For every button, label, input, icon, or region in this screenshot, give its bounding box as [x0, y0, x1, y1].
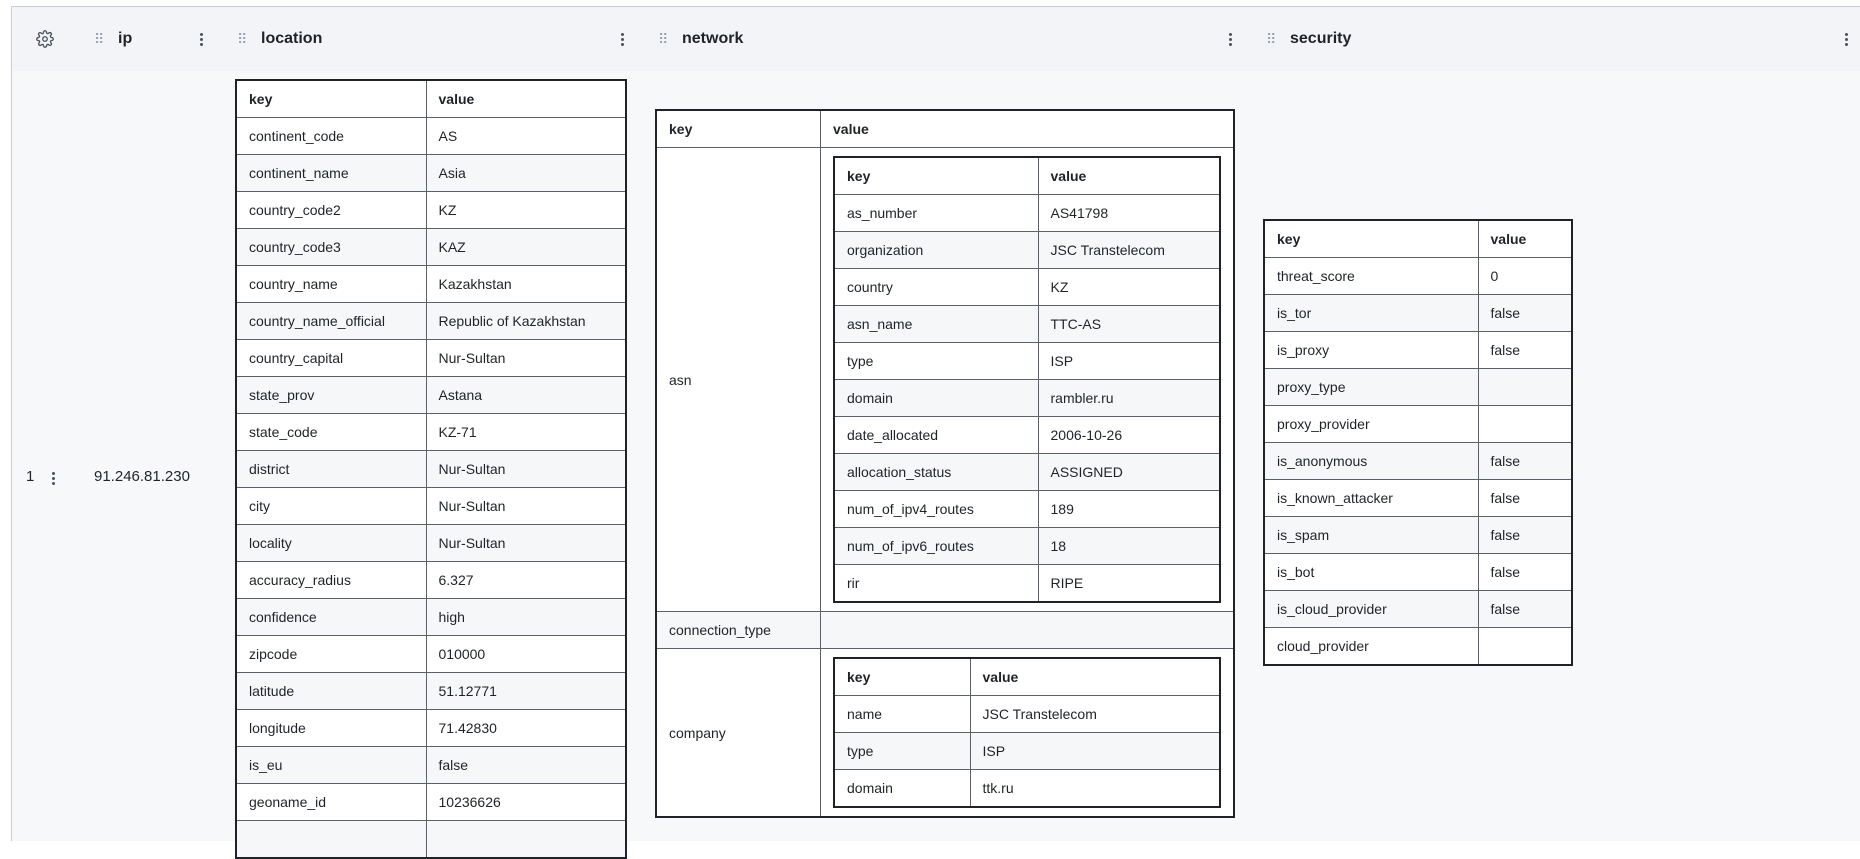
key-header: key: [834, 157, 1038, 195]
security-cell: [1250, 71, 1860, 841]
value-header: value: [821, 110, 1235, 148]
row-key: locality: [236, 525, 426, 562]
row-key: is_tor: [1264, 295, 1478, 332]
row-value: [1478, 406, 1572, 443]
table-row: [1264, 517, 1572, 554]
row-key: proxy_provider: [1264, 406, 1478, 443]
company-value: [821, 649, 1235, 818]
row-value: 6.327: [426, 562, 626, 599]
row-key: country_name_official: [236, 303, 426, 340]
row-key: domain: [834, 380, 1038, 417]
table-row: [1264, 554, 1572, 591]
row-value: false: [1478, 332, 1572, 369]
drag-handle-icon[interactable]: ⠿: [1266, 30, 1275, 47]
row-key: as_number: [834, 195, 1038, 232]
table-row: [236, 488, 626, 525]
row-value: Republic of Kazakhstan: [426, 303, 626, 340]
row-key: accuracy_radius: [236, 562, 426, 599]
row-key: is_proxy: [1264, 332, 1478, 369]
column-menu-icon[interactable]: [612, 29, 632, 49]
row-key: longitude: [236, 710, 426, 747]
column-title: security: [1290, 30, 1352, 47]
row-key: proxy_type: [1264, 369, 1478, 406]
connection-type-key: connection_type: [656, 612, 821, 649]
value-header: value: [970, 658, 1220, 696]
key-header: key: [236, 80, 426, 118]
row-key: geoname_id: [236, 784, 426, 821]
ip-cell[interactable]: [78, 71, 221, 841]
row-key: zipcode: [236, 636, 426, 673]
table-row: [834, 770, 1220, 808]
table-row: [236, 562, 626, 599]
row-key: is_eu: [236, 747, 426, 784]
table-row: [834, 232, 1220, 269]
table-row: [1264, 591, 1572, 628]
row-key: is_cloud_provider: [1264, 591, 1478, 628]
table-row: [236, 192, 626, 229]
row-key: is_known_attacker: [1264, 480, 1478, 517]
row-value: ISP: [1038, 343, 1220, 380]
value-header: value: [426, 80, 626, 118]
row-key: confidence: [236, 599, 426, 636]
row-value: false: [426, 747, 626, 784]
table-row: [236, 599, 626, 636]
table-row: [834, 269, 1220, 306]
column-menu-icon[interactable]: [1220, 29, 1240, 49]
row-number-column: [12, 7, 79, 841]
row-key: latitude: [236, 673, 426, 710]
table-row: [236, 784, 626, 821]
key-header: key: [656, 110, 821, 148]
company-key: company: [656, 649, 821, 818]
table-row: [236, 414, 626, 451]
table-row: [834, 380, 1220, 417]
row-key: is_bot: [1264, 554, 1478, 591]
location-table: [235, 79, 627, 859]
row-key: state_prov: [236, 377, 426, 414]
table-row: [1264, 369, 1572, 406]
table-row: [236, 747, 626, 784]
row-value: KZ: [426, 192, 626, 229]
table-row: [236, 710, 626, 747]
row-key: type: [834, 733, 970, 770]
row-key: num_of_ipv4_routes: [834, 491, 1038, 528]
row-value: ISP: [970, 733, 1220, 770]
row-value: false: [1478, 517, 1572, 554]
asn-key: asn: [656, 148, 821, 612]
row-key: country_code3: [236, 229, 426, 266]
column-title: location: [261, 30, 323, 47]
row-value: Asia: [426, 155, 626, 192]
table-row: [236, 155, 626, 192]
table-row: [834, 195, 1220, 232]
table-row: [236, 673, 626, 710]
table-row: [236, 451, 626, 488]
row-value: JSC Transtelecom: [970, 696, 1220, 733]
row-value: false: [1478, 295, 1572, 332]
key-header: key: [834, 658, 970, 696]
location-column-header[interactable]: [221, 7, 642, 71]
location-cell: [221, 71, 642, 841]
row-value: KZ: [1038, 269, 1220, 306]
row-key: country_name: [236, 266, 426, 303]
row-key: asn_name: [834, 306, 1038, 343]
row-value: Kazakhstan: [426, 266, 626, 303]
table-row: [1264, 480, 1572, 517]
row-key: name: [834, 696, 970, 733]
row-value: false: [1478, 480, 1572, 517]
row-key: country_code2: [236, 192, 426, 229]
row-key: cloud_provider: [1264, 628, 1478, 666]
row-value: Astana: [426, 377, 626, 414]
table-row: [834, 343, 1220, 380]
network-cell: [642, 71, 1250, 841]
table-row: [236, 636, 626, 673]
security-column: [1250, 7, 1860, 841]
ip-value: 91.246.81.230: [94, 468, 190, 485]
row-value: 010000: [426, 636, 626, 673]
drag-handle-icon[interactable]: ⠿: [658, 30, 667, 47]
row-value: AS: [426, 118, 626, 155]
table-row: [236, 229, 626, 266]
row-key: domain: [834, 770, 970, 808]
row-key: continent_name: [236, 155, 426, 192]
table-row: [834, 696, 1220, 733]
row-value: KZ-71: [426, 414, 626, 451]
table-row: [834, 454, 1220, 491]
row-value: RIPE: [1038, 565, 1220, 603]
row-value: false: [1478, 443, 1572, 480]
table-row: [1264, 406, 1572, 443]
row-value: 71.42830: [426, 710, 626, 747]
row-value: Nur-Sultan: [426, 340, 626, 377]
location-column: [221, 7, 643, 841]
row-value: [1478, 628, 1572, 666]
value-header: value: [1038, 157, 1220, 195]
value-header: value: [1478, 220, 1572, 258]
row-key: num_of_ipv6_routes: [834, 528, 1038, 565]
row-key: organization: [834, 232, 1038, 269]
table-row: [236, 525, 626, 562]
row-value: ASSIGNED: [1038, 454, 1220, 491]
table-row: [1264, 628, 1572, 666]
row-number-cell: [12, 71, 78, 841]
row-key: is_spam: [1264, 517, 1478, 554]
table-row: [236, 821, 626, 859]
column-menu-icon[interactable]: [191, 29, 211, 49]
network-column: [642, 7, 1251, 841]
row-value: JSC Transtelecom: [1038, 232, 1220, 269]
row-value: false: [1478, 591, 1572, 628]
row-key: is_anonymous: [1264, 443, 1478, 480]
security-column-header[interactable]: [1250, 7, 1860, 71]
row-value: ttk.ru: [970, 770, 1220, 808]
row-key: country: [834, 269, 1038, 306]
row-key: city: [236, 488, 426, 525]
network-column-header[interactable]: [642, 7, 1250, 71]
data-grid: [11, 6, 1860, 841]
table-row: [236, 340, 626, 377]
row-value: KAZ: [426, 229, 626, 266]
network-table: [655, 109, 1235, 818]
table-row: [834, 306, 1220, 343]
table-row: [236, 377, 626, 414]
asn-table: [833, 156, 1221, 603]
row-key: district: [236, 451, 426, 488]
row-value: 189: [1038, 491, 1220, 528]
table-row: [834, 528, 1220, 565]
drag-handle-icon[interactable]: ⠿: [94, 30, 103, 47]
row-value: 10236626: [426, 784, 626, 821]
row-key: continent_code: [236, 118, 426, 155]
row-key: rir: [834, 565, 1038, 603]
key-header: key: [1264, 220, 1478, 258]
row-key: date_allocated: [834, 417, 1038, 454]
row-value: 0: [1478, 258, 1572, 295]
row-key: country_capital: [236, 340, 426, 377]
table-row: [834, 417, 1220, 454]
ip-column: [78, 7, 222, 841]
row-value: [426, 821, 626, 859]
row-value: 2006-10-26: [1038, 417, 1220, 454]
table-row: [834, 565, 1220, 603]
company-table: [833, 657, 1221, 808]
ip-column-header[interactable]: [78, 7, 221, 71]
table-row: [1264, 295, 1572, 332]
gear-icon[interactable]: [36, 30, 54, 48]
row-value: TTC-AS: [1038, 306, 1220, 343]
row-key: state_code: [236, 414, 426, 451]
row-number: 1: [26, 468, 35, 485]
row-key: [236, 821, 426, 859]
connection-type-value: [821, 612, 1235, 649]
row-value: Nur-Sultan: [426, 525, 626, 562]
column-menu-icon[interactable]: [1836, 29, 1856, 49]
table-row: [1264, 443, 1572, 480]
asn-value: [821, 148, 1235, 612]
row-value: [1478, 369, 1572, 406]
row-key: threat_score: [1264, 258, 1478, 295]
row-value: 18: [1038, 528, 1220, 565]
row-key: allocation_status: [834, 454, 1038, 491]
table-row: [236, 118, 626, 155]
row-value: 51.12771: [426, 673, 626, 710]
row-value: high: [426, 599, 626, 636]
row-value: rambler.ru: [1038, 380, 1220, 417]
row-value: AS41798: [1038, 195, 1220, 232]
table-row: [1264, 258, 1572, 295]
row-menu-icon[interactable]: [48, 470, 58, 486]
column-title: ip: [118, 30, 133, 47]
table-row: [236, 303, 626, 340]
row-value: Nur-Sultan: [426, 451, 626, 488]
table-row: [834, 491, 1220, 528]
row-value: Nur-Sultan: [426, 488, 626, 525]
row-key: type: [834, 343, 1038, 380]
table-row: [236, 266, 626, 303]
column-title: network: [682, 30, 744, 47]
drag-handle-icon[interactable]: ⠿: [237, 30, 246, 47]
security-table: [1263, 219, 1573, 666]
table-row: [1264, 332, 1572, 369]
table-row: [834, 733, 1220, 770]
row-value: false: [1478, 554, 1572, 591]
settings-header: [12, 7, 78, 71]
